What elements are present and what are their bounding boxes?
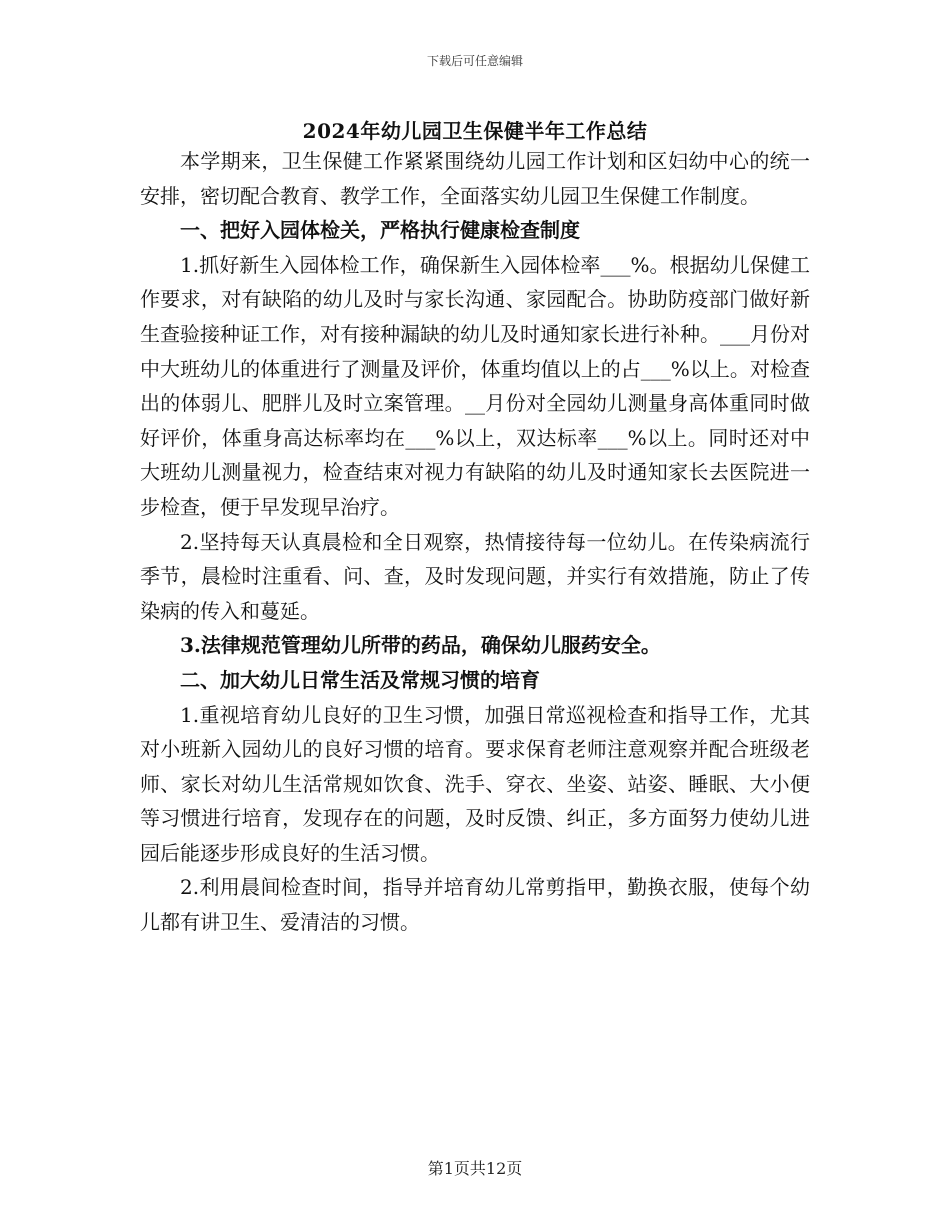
body-paragraph: 1.抓好新生入园体检工作，确保新生入园体检率___%。根据幼儿保健工作要求，对有缺陷的幼儿及时与家长沟通、家园配合。协助防疫部门做好新生查验接种证工作，对有接种漏缺的幼儿及时通知家长进行补种。___月份对中大班幼儿的体重进行了测量及评价，体重均值以上的占___%以上。对检查出的体弱儿、肥胖儿及时立案管理。__月份对全园幼儿测量身高体重同时做好评价，体重身高达标率均在___%以上，双达标率___%以上。同时还对中大班幼儿测量视力，检查结束对视力有缺陷的幼儿及时通知家长去医院进一步检查，便于早发现早治疗。 [140, 252, 810, 519]
page-number: 第1页共12页 [427, 1159, 523, 1178]
bold-paragraph: 3.法律规范管理幼儿所带的药品，确保幼儿服药安全。 [180, 633, 661, 658]
document-body [140, 144, 810, 940]
document-title: 2024年幼儿园卫生保健半年工作总结 [302, 119, 648, 143]
body-paragraph: 2.利用晨间检查时间，指导并培育幼儿常剪指甲，勤换衣服，使每个幼儿都有讲卫生、爱清洁的习惯。 [140, 875, 810, 935]
section-heading-1: 一、把好入园体检关，严格执行健康检查制度 [180, 218, 580, 243]
intro-paragraph: 本学期来，卫生保健工作紧紧围绕幼儿园工作计划和区妇幼中心的统一安排，密切配合教育、教学工作，全面落实幼儿园卫生保健工作制度。 [140, 149, 810, 208]
body-paragraph: 1.重视培育幼儿良好的卫生习惯，加强日常巡视检查和指导工作，尤其对小班新入园幼儿的良好习惯的培育。要求保育老师注意观察并配合班级老师、家长对幼儿生活常规如饮食、洗手、穿衣、坐姿、站姿、睡眠、大小便等习惯进行培育，发现存在的问题，及时反馈、纠正，多方面努力使幼儿进园后能逐步形成良好的生活习惯。 [140, 702, 810, 865]
header-note: 下载后可任意编辑 [426, 54, 523, 68]
body-paragraph: 2.坚持每天认真晨检和全日观察，热情接待每一位幼儿。在传染病流行季节，晨检时注重看、问、查，及时发现问题，并实行有效措施，防止了传染病的传入和蔓延。 [140, 529, 810, 623]
section-heading-2: 二、加大幼儿日常生活及常规习惯的培育 [180, 667, 540, 692]
